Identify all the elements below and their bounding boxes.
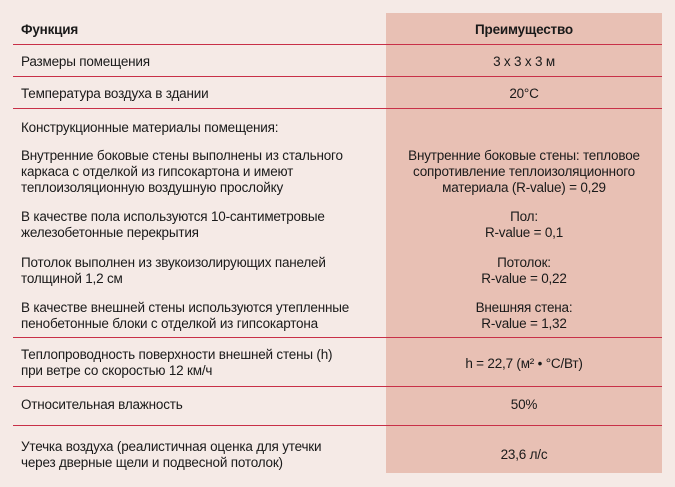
table-row-function: Относительная влажность <box>21 397 183 412</box>
table-row-function: Утечка воздуха (реалистичная оценка для утечки через дверные щели и подвесной потолок) <box>21 439 322 470</box>
table-row-function: В качестве пола используются 10-сантиметровые железобетонные перекрытия <box>21 209 325 240</box>
table-row-advantage: Внешняя стена: R-value = 1,32 <box>475 300 573 331</box>
table-row-advantage: 23,6 л/с <box>500 447 548 462</box>
table-row-function: Потолок выполнен из звукоизолирующих панелей толщиной 1,2 см <box>21 255 326 286</box>
table-row-function: Конструкционные материалы помещения: <box>21 120 279 135</box>
table-row-function: Размеры помещения <box>21 54 150 69</box>
table-row-advantage: Внутренние боковые стены: тепловое сопротивление теплоизоляционного материала (R-value) = 0,29 <box>408 148 640 195</box>
table-row-advantage: Пол: R-value = 0,1 <box>484 209 564 240</box>
table-row-advantage: 50% <box>510 397 538 412</box>
header-function: Функция <box>21 22 79 37</box>
row-divider <box>13 108 662 109</box>
table-row-function: Температура воздуха в здании <box>21 86 209 101</box>
row-divider <box>13 76 662 77</box>
table-row-function: Теплопроводность поверхности внешней стены (h) при ветре со скоростью 12 км/ч <box>21 347 333 378</box>
header-advantage: Преимущество <box>475 22 573 37</box>
header-divider <box>13 44 662 45</box>
table-row-advantage: 3 x 3 x 3 м <box>493 54 555 69</box>
table-row-function: В качестве внешней стены используются утепленные пенобетонные блоки с отделкой из гипсокартона <box>21 300 350 331</box>
table-row-advantage: h = 22,7 (м² • °C/Вт) <box>465 356 583 371</box>
table-row-advantage: 20°C <box>509 86 539 101</box>
row-divider <box>13 386 662 387</box>
row-divider <box>13 425 662 426</box>
row-divider <box>13 337 662 338</box>
table-row-function: Внутренние боковые стены выполнены из стального каркаса с отделкой из гипсокартона и имеют теплоизоляционную воздушную прослойку <box>21 148 343 195</box>
table-row-advantage: Потолок: R-value = 0,22 <box>481 255 567 286</box>
